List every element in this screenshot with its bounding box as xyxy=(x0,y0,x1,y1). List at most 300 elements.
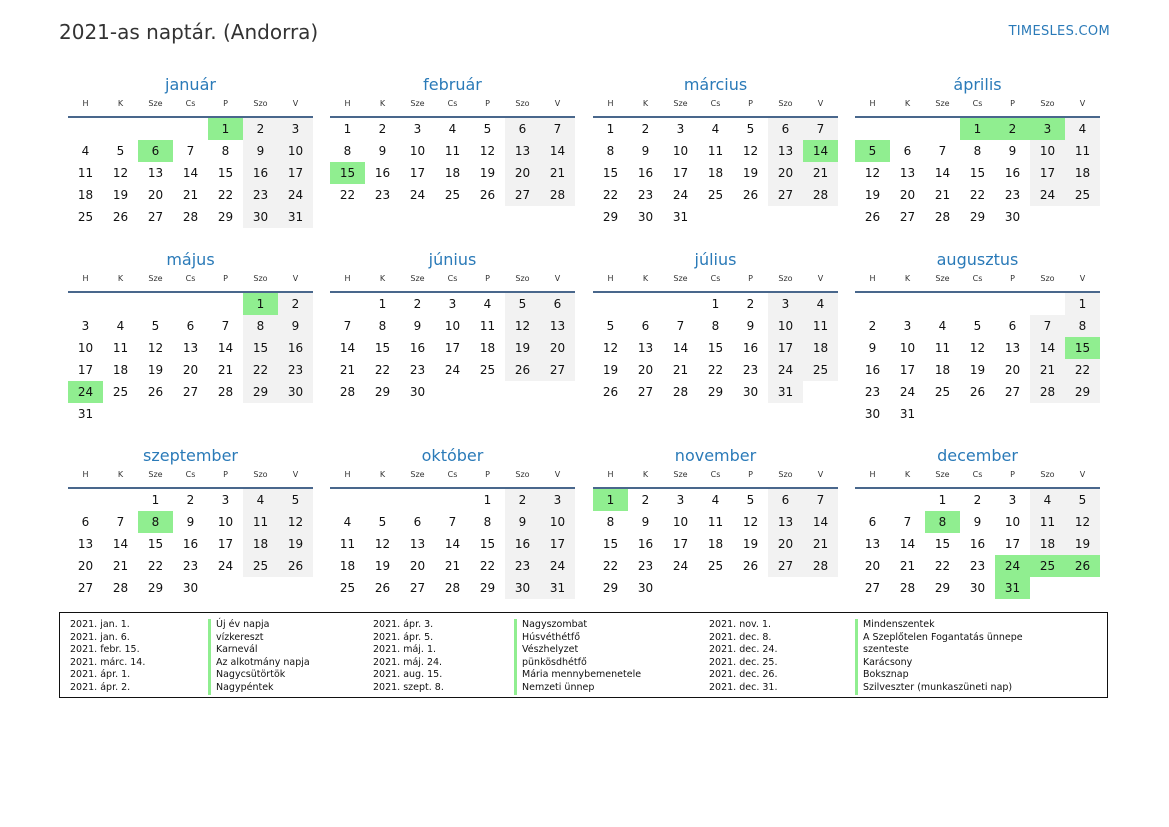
day-cell: 2 xyxy=(278,293,313,315)
holiday-day-cell: 3 xyxy=(1030,118,1065,140)
day-cell: 22 xyxy=(602,559,619,573)
empty-cell xyxy=(330,489,365,511)
day-cell: 4 xyxy=(1030,489,1065,511)
weekday-label: Cs xyxy=(185,470,196,479)
month-name: február xyxy=(423,75,482,94)
weekday-label: Cs xyxy=(447,274,458,283)
day-cell: 7 xyxy=(186,144,195,158)
weekday-label: Cs xyxy=(710,274,721,283)
day-cell: 27 xyxy=(182,385,199,399)
day-cell: 25 xyxy=(77,210,94,224)
day-cell: 5 xyxy=(505,293,540,315)
day-cell: 18 xyxy=(479,341,496,355)
day-cell: 14 xyxy=(112,537,129,551)
weekday-header xyxy=(330,97,575,118)
day-cell: 21 xyxy=(182,188,199,202)
day-cell: 29 xyxy=(934,581,951,595)
day-cell: 5 xyxy=(1065,489,1100,511)
weekday-header xyxy=(855,468,1100,489)
day-cell: 24 xyxy=(672,559,689,573)
day-cell: 26 xyxy=(864,210,881,224)
day-cell: 9 xyxy=(278,315,313,337)
holiday-date: 2021. máj. 24. xyxy=(373,656,443,668)
holiday-date: 2021. nov. 1. xyxy=(709,619,772,630)
empty-cell xyxy=(103,293,138,315)
day-cell: 2 xyxy=(868,319,877,333)
day-cell: 27 xyxy=(540,359,575,381)
weekday-label: K xyxy=(904,470,911,479)
weekday-label: P xyxy=(1010,470,1015,479)
day-cell: 7 xyxy=(343,319,352,333)
day-cell: 19 xyxy=(374,559,391,573)
day-cell: 3 xyxy=(768,293,803,315)
month-name: július xyxy=(694,250,737,269)
day-cell: 3 xyxy=(278,118,313,140)
day-cell: 14 xyxy=(182,166,199,180)
day-cell: 14 xyxy=(1030,337,1065,359)
day-cell: 20 xyxy=(768,162,803,184)
day-cell: 12 xyxy=(864,166,881,180)
day-cell: 31 xyxy=(540,577,575,599)
weekday-label: P xyxy=(223,99,228,108)
holiday-date: 2021. ápr. 5. xyxy=(373,631,434,643)
weekday-label: V xyxy=(1079,274,1086,283)
day-cell: 22 xyxy=(1065,359,1100,381)
day-cell: 13 xyxy=(768,140,803,162)
day-cell: 30 xyxy=(505,577,540,599)
month-november xyxy=(593,445,838,599)
day-cell: 15 xyxy=(602,537,619,551)
day-cell: 6 xyxy=(505,118,540,140)
day-cell: 29 xyxy=(479,581,496,595)
day-cell: 15 xyxy=(602,166,619,180)
day-cell: 31 xyxy=(899,407,916,421)
day-cell: 2 xyxy=(641,493,650,507)
day-cell: 4 xyxy=(803,293,838,315)
day-cell: 15 xyxy=(243,337,278,359)
weekday-label: K xyxy=(117,470,124,479)
day-cell: 10 xyxy=(672,515,689,529)
holiday-legend xyxy=(59,612,1108,698)
holiday-day-cell: 8 xyxy=(138,511,173,533)
weekday-label: V xyxy=(292,274,299,283)
day-cell: 12 xyxy=(147,341,164,355)
brand-link[interactable]: TIMESLES.COM xyxy=(1008,24,1110,39)
day-cell: 8 xyxy=(343,144,352,158)
day-cell: 25 xyxy=(479,363,496,377)
day-cell: 16 xyxy=(969,537,986,551)
weekday-label: Szo xyxy=(253,99,268,108)
holiday-date: 2021. dec. 24. xyxy=(709,644,778,656)
day-cell: 21 xyxy=(899,559,916,573)
holiday-name: Az alkotmány napja xyxy=(208,657,310,670)
weekday-label: P xyxy=(223,470,228,479)
day-cell: 24 xyxy=(899,385,916,399)
page-title: 2021-as naptár. (Andorra) xyxy=(59,20,319,44)
day-cell: 23 xyxy=(637,188,654,202)
day-cell: 12 xyxy=(278,511,313,533)
day-cell: 14 xyxy=(444,537,461,551)
day-cell: 31 xyxy=(672,210,689,224)
day-cell: 17 xyxy=(77,363,94,377)
day-cell: 12 xyxy=(742,144,759,158)
holiday-name: Nemzeti ünnep xyxy=(514,682,594,695)
month-name: június xyxy=(428,250,477,269)
day-cell: 18 xyxy=(1030,533,1065,555)
weekday-label: V xyxy=(554,470,561,479)
month-augusztus xyxy=(855,249,1100,425)
month-április xyxy=(855,74,1100,228)
holiday-name: Boksznap xyxy=(855,669,909,682)
day-cell: 22 xyxy=(217,188,234,202)
day-cell: 1 xyxy=(378,297,387,311)
day-cell: 21 xyxy=(112,559,129,573)
month-december xyxy=(855,445,1100,599)
day-cell: 28 xyxy=(444,581,461,595)
day-cell: 19 xyxy=(112,188,129,202)
empty-cell xyxy=(890,489,925,511)
day-cell: 19 xyxy=(278,533,313,555)
day-cell: 12 xyxy=(505,315,540,337)
day-cell: 20 xyxy=(77,559,94,573)
day-cell: 18 xyxy=(339,559,356,573)
day-cell: 12 xyxy=(969,341,986,355)
holiday-day-cell: 1 xyxy=(243,293,278,315)
day-cell: 13 xyxy=(768,511,803,533)
day-cell: 5 xyxy=(116,144,125,158)
day-cell: 30 xyxy=(969,581,986,595)
weekday-label: V xyxy=(292,99,299,108)
day-cell: 13 xyxy=(77,537,94,551)
day-cell: 27 xyxy=(77,581,94,595)
day-cell: 16 xyxy=(864,363,881,377)
day-cell: 27 xyxy=(505,184,540,206)
weekday-label: Szo xyxy=(778,470,793,479)
holiday-name: Mindenszentek xyxy=(855,619,935,632)
day-cell: 8 xyxy=(483,515,492,529)
day-cell: 16 xyxy=(505,533,540,555)
holiday-name: vízkereszt xyxy=(208,632,263,645)
day-cell: 18 xyxy=(444,166,461,180)
holiday-date: 2021. aug. 15. xyxy=(373,669,443,681)
day-cell: 7 xyxy=(938,144,947,158)
weekday-label: K xyxy=(904,99,911,108)
day-cell: 22 xyxy=(602,188,619,202)
day-cell: 5 xyxy=(606,319,615,333)
month-szeptember xyxy=(68,445,313,599)
day-cell: 17 xyxy=(1004,537,1021,551)
day-cell: 10 xyxy=(444,319,461,333)
day-cell: 11 xyxy=(934,341,951,355)
day-cell: 11 xyxy=(707,515,724,529)
day-cell: 10 xyxy=(899,341,916,355)
day-cell: 15 xyxy=(934,537,951,551)
day-cell: 30 xyxy=(864,407,881,421)
day-cell: 23 xyxy=(969,559,986,573)
day-cell: 4 xyxy=(711,493,720,507)
day-cell: 30 xyxy=(1004,210,1021,224)
weekday-label: Sze xyxy=(148,99,163,108)
day-grid xyxy=(593,118,838,228)
weekday-label: V xyxy=(1079,99,1086,108)
day-cell: 22 xyxy=(374,363,391,377)
weekday-label: H xyxy=(869,470,876,479)
day-cell: 19 xyxy=(864,188,881,202)
empty-cell xyxy=(628,293,663,315)
day-cell: 6 xyxy=(540,293,575,315)
day-cell: 10 xyxy=(409,144,426,158)
day-cell: 16 xyxy=(278,337,313,359)
day-cell: 19 xyxy=(1065,533,1100,555)
day-cell: 8 xyxy=(378,319,387,333)
day-cell: 4 xyxy=(81,144,90,158)
day-cell: 24 xyxy=(409,188,426,202)
day-cell: 19 xyxy=(602,363,619,377)
day-cell: 6 xyxy=(768,118,803,140)
day-cell: 16 xyxy=(637,537,654,551)
holiday-date: 2021. dec. 26. xyxy=(709,669,778,681)
day-cell: 21 xyxy=(1030,359,1065,381)
weekday-label: Szo xyxy=(1040,274,1055,283)
day-cell: 30 xyxy=(637,210,654,224)
empty-cell xyxy=(1030,293,1065,315)
day-cell: 21 xyxy=(672,363,689,377)
day-cell: 21 xyxy=(803,162,838,184)
day-cell: 2 xyxy=(973,493,982,507)
day-cell: 12 xyxy=(112,166,129,180)
weekday-header xyxy=(855,97,1100,118)
holiday-name: Szilveszter (munkaszüneti nap) xyxy=(855,682,1012,695)
day-cell: 3 xyxy=(676,122,685,136)
weekday-label: K xyxy=(642,99,649,108)
weekday-label: Sze xyxy=(673,274,688,283)
day-cell: 8 xyxy=(1065,315,1100,337)
holiday-day-cell: 2 xyxy=(995,118,1030,140)
day-cell: 10 xyxy=(540,511,575,533)
day-cell: 12 xyxy=(742,515,759,529)
holiday-date: 2021. márc. 14. xyxy=(70,656,146,668)
weekday-label: Cs xyxy=(447,99,458,108)
weekday-label: Szo xyxy=(1040,99,1055,108)
weekday-label: Szo xyxy=(253,274,268,283)
weekday-label: Cs xyxy=(972,99,983,108)
day-cell: 18 xyxy=(243,533,278,555)
holiday-name: szenteste xyxy=(855,644,909,657)
day-cell: 17 xyxy=(1030,162,1065,184)
day-cell: 5 xyxy=(278,489,313,511)
month-name: december xyxy=(937,446,1018,465)
day-cell: 4 xyxy=(711,122,720,136)
day-cell: 30 xyxy=(278,381,313,403)
weekday-label: K xyxy=(379,470,386,479)
empty-cell xyxy=(138,118,173,140)
holiday-day-cell: 26 xyxy=(1065,555,1100,577)
day-cell: 10 xyxy=(1004,515,1021,529)
day-cell: 22 xyxy=(479,559,496,573)
day-cell: 2 xyxy=(243,118,278,140)
day-cell: 23 xyxy=(243,184,278,206)
day-cell: 9 xyxy=(243,140,278,162)
weekday-label: H xyxy=(607,274,614,283)
empty-cell xyxy=(103,489,138,511)
month-name: november xyxy=(674,446,757,465)
day-cell: 11 xyxy=(77,166,94,180)
day-cell: 20 xyxy=(768,533,803,555)
weekday-label: Sze xyxy=(148,274,163,283)
weekday-header xyxy=(68,97,313,118)
day-cell: 22 xyxy=(339,188,356,202)
day-cell: 29 xyxy=(707,385,724,399)
day-cell: 28 xyxy=(803,555,838,577)
empty-cell xyxy=(855,489,890,511)
holiday-day-cell: 1 xyxy=(960,118,995,140)
day-cell: 3 xyxy=(448,297,457,311)
day-cell: 12 xyxy=(479,144,496,158)
holiday-date: 2021. máj. 1. xyxy=(373,644,437,656)
day-cell: 26 xyxy=(505,359,540,381)
day-cell: 10 xyxy=(1030,140,1065,162)
day-cell: 4 xyxy=(116,319,125,333)
weekday-label: Cs xyxy=(185,274,196,283)
day-cell: 21 xyxy=(540,162,575,184)
day-cell: 24 xyxy=(217,559,234,573)
empty-cell xyxy=(855,118,890,140)
empty-cell xyxy=(663,293,698,315)
weekday-header xyxy=(593,272,838,293)
weekday-label: Sze xyxy=(410,470,425,479)
month-március xyxy=(593,74,838,228)
day-cell: 25 xyxy=(707,559,724,573)
weekday-header xyxy=(593,97,838,118)
day-cell: 31 xyxy=(278,206,313,228)
day-cell: 6 xyxy=(903,144,912,158)
weekday-label: Cs xyxy=(710,470,721,479)
weekday-label: P xyxy=(1010,274,1015,283)
day-cell: 2 xyxy=(378,122,387,136)
day-cell: 27 xyxy=(637,385,654,399)
day-cell: 27 xyxy=(768,184,803,206)
empty-cell xyxy=(68,118,103,140)
day-cell: 11 xyxy=(112,341,129,355)
day-cell: 3 xyxy=(676,493,685,507)
day-cell: 28 xyxy=(339,385,356,399)
day-cell: 26 xyxy=(479,188,496,202)
day-cell: 3 xyxy=(1008,493,1017,507)
holiday-name: A Szeplőtelen Fogantatás ünnepe xyxy=(855,632,1023,645)
weekday-label: Szo xyxy=(253,470,268,479)
holiday-day-cell: 14 xyxy=(803,140,838,162)
weekday-label: Sze xyxy=(673,470,688,479)
day-cell: 24 xyxy=(1030,184,1065,206)
day-cell: 13 xyxy=(505,140,540,162)
day-cell: 26 xyxy=(742,559,759,573)
weekday-header xyxy=(855,272,1100,293)
day-cell: 4 xyxy=(483,297,492,311)
day-cell: 2 xyxy=(505,489,540,511)
holiday-date: 2021. ápr. 2. xyxy=(70,682,131,693)
day-cell: 5 xyxy=(483,122,492,136)
day-grid xyxy=(593,293,838,403)
empty-cell xyxy=(330,293,365,315)
day-cell: 11 xyxy=(803,315,838,337)
day-cell: 17 xyxy=(444,341,461,355)
day-cell: 14 xyxy=(672,341,689,355)
day-cell: 21 xyxy=(339,363,356,377)
day-cell: 9 xyxy=(186,515,195,529)
day-cell: 21 xyxy=(803,533,838,555)
day-cell: 28 xyxy=(803,184,838,206)
day-grid xyxy=(68,489,313,599)
day-cell: 10 xyxy=(77,341,94,355)
day-cell: 20 xyxy=(147,188,164,202)
day-cell: 6 xyxy=(186,319,195,333)
weekday-label: K xyxy=(642,274,649,283)
day-cell: 4 xyxy=(243,489,278,511)
day-cell: 28 xyxy=(934,210,951,224)
day-cell: 4 xyxy=(448,122,457,136)
day-cell: 30 xyxy=(637,581,654,595)
day-cell: 11 xyxy=(479,319,496,333)
weekday-label: P xyxy=(485,470,490,479)
day-cell: 29 xyxy=(217,210,234,224)
day-cell: 19 xyxy=(147,363,164,377)
empty-cell xyxy=(593,293,628,315)
day-cell: 3 xyxy=(903,319,912,333)
day-cell: 28 xyxy=(182,210,199,224)
day-cell: 5 xyxy=(973,319,982,333)
empty-cell xyxy=(365,489,400,511)
weekday-header xyxy=(68,272,313,293)
day-cell: 26 xyxy=(602,385,619,399)
day-cell: 16 xyxy=(243,162,278,184)
weekday-label: Szo xyxy=(1040,470,1055,479)
day-cell: 20 xyxy=(505,162,540,184)
day-cell: 7 xyxy=(676,319,685,333)
day-cell: 24 xyxy=(768,359,803,381)
day-cell: 17 xyxy=(672,166,689,180)
holiday-date: 2021. jan. 6. xyxy=(70,631,130,643)
day-cell: 2 xyxy=(413,297,422,311)
day-cell: 20 xyxy=(1004,363,1021,377)
empty-cell xyxy=(995,293,1030,315)
day-cell: 1 xyxy=(1065,293,1100,315)
day-cell: 8 xyxy=(606,515,615,529)
day-cell: 15 xyxy=(147,537,164,551)
holiday-date: 2021. szept. 8. xyxy=(373,682,444,693)
day-cell: 5 xyxy=(378,515,387,529)
empty-cell xyxy=(855,293,890,315)
weekday-label: Szo xyxy=(515,99,530,108)
day-cell: 25 xyxy=(339,581,356,595)
weekday-label: K xyxy=(117,99,124,108)
day-cell: 26 xyxy=(374,581,391,595)
month-október xyxy=(330,445,575,599)
holiday-name: Mária mennybemenetele xyxy=(514,669,641,682)
day-cell: 30 xyxy=(742,385,759,399)
day-cell: 25 xyxy=(934,385,951,399)
day-cell: 23 xyxy=(278,359,313,381)
day-cell: 7 xyxy=(903,515,912,529)
day-cell: 29 xyxy=(147,581,164,595)
day-cell: 8 xyxy=(711,319,720,333)
day-cell: 18 xyxy=(934,363,951,377)
weekday-label: Sze xyxy=(935,470,950,479)
day-cell: 29 xyxy=(1065,381,1100,403)
weekday-label: H xyxy=(344,274,351,283)
day-cell: 10 xyxy=(672,144,689,158)
month-január xyxy=(68,74,313,228)
empty-cell xyxy=(925,118,960,140)
